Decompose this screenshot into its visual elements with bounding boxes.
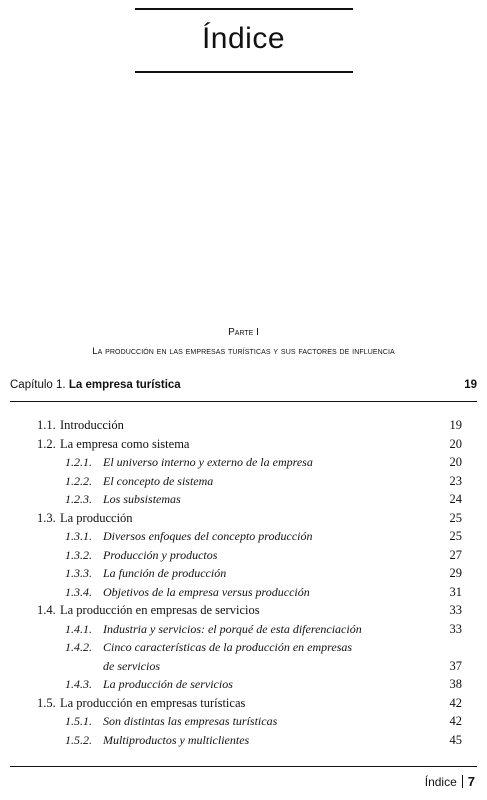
toc-entry-title: Diversos enfoques del concepto producción <box>103 529 313 543</box>
toc-entry-page: 33 <box>449 621 462 636</box>
toc-entry-page: 29 <box>449 566 462 580</box>
toc-entry-page: 31 <box>449 584 462 599</box>
toc-entry-number: 1.2.2. <box>65 473 92 488</box>
toc-entry <box>0 437 487 456</box>
toc-entry-number: 1.2.1. <box>65 455 92 469</box>
footer-label: Índice <box>424 775 457 789</box>
toc-entry-page: 33 <box>449 603 462 617</box>
toc-entry-page: 20 <box>449 455 462 469</box>
toc-entry-title: El universo interno y externo de la empresa <box>103 455 313 469</box>
part-label: Parte I <box>228 327 259 338</box>
toc-entry <box>0 492 487 511</box>
chapter-title: La empresa turística <box>68 379 181 391</box>
toc-entry-number: 1.2.3. <box>65 492 92 506</box>
toc-entry <box>0 677 487 696</box>
toc-entry-page: 25 <box>449 529 462 543</box>
chapter-label: Capítulo 1. <box>10 379 66 391</box>
toc-entry <box>0 659 487 678</box>
toc-entry-number: 1.1. <box>37 418 56 432</box>
toc-entry-page: 19 <box>449 418 462 432</box>
toc-entry <box>0 548 487 567</box>
toc-entry <box>0 566 487 585</box>
toc-entry-page: 42 <box>449 695 462 710</box>
toc-entry-number: 1.3.2. <box>65 547 92 562</box>
chapter-heading <box>10 379 477 391</box>
toc-entry-page: 27 <box>449 547 462 562</box>
toc-entry <box>0 696 487 715</box>
toc-entry <box>0 529 487 548</box>
title-bottom-rule <box>135 71 353 73</box>
footer-rule <box>10 766 477 767</box>
toc-entry <box>0 733 487 752</box>
toc-entry-page: 23 <box>449 473 462 488</box>
toc-entry <box>0 474 487 493</box>
part-subtitle: La producción en las empresas turísticas y sus factores de influencia <box>92 346 395 357</box>
toc-entry-title: La producción en empresas de servicios <box>60 603 260 617</box>
toc-entry-number: 1.3.4. <box>65 584 92 599</box>
toc-entry-title: Objetivos de la empresa versus producción <box>103 584 310 599</box>
toc-entry-title: La producción de servicios <box>103 677 233 691</box>
footer-page-number: 7 <box>467 774 475 789</box>
toc-entry-title: La función de producción <box>103 566 227 580</box>
toc-entry-title: Los subsistemas <box>103 492 181 506</box>
toc-entry-title: Cinco características de la producción en empresas <box>103 640 353 654</box>
toc-entry-number: 1.5.2. <box>65 732 92 747</box>
toc-entry-title: Industria y servicios: el porqué de esta diferenciación <box>103 621 362 636</box>
toc-entry-number: 1.5.1. <box>65 714 92 728</box>
toc-entry <box>0 511 487 530</box>
toc-entry-title: de servicios <box>103 658 160 673</box>
toc-entry <box>0 714 487 733</box>
toc-entry-page: 37 <box>449 658 462 673</box>
toc-entry-number: 1.4. <box>37 603 56 617</box>
toc-entry-title: Producción y productos <box>103 547 218 562</box>
title-top-rule <box>135 8 353 10</box>
chapter-rule <box>10 401 477 402</box>
page-footer <box>425 774 475 789</box>
toc-entry-page: 38 <box>449 677 462 691</box>
toc-entry-number: 1.3.3. <box>65 566 92 580</box>
toc-entry-title: Introducción <box>60 418 124 432</box>
toc-entry <box>0 640 487 659</box>
toc-entry-number: 1.4.1. <box>65 621 92 636</box>
toc-entry-title: La producción en empresas turísticas <box>60 695 246 710</box>
toc-entry-number: 1.2. <box>37 436 56 451</box>
toc-entry-title: La producción <box>60 510 133 525</box>
toc-entry-number: 1.5. <box>37 695 56 710</box>
toc-entry <box>0 622 487 641</box>
toc-entry-number: 1.4.2. <box>65 640 92 654</box>
toc-entry-page: 20 <box>449 436 462 451</box>
toc-entry-number: 1.4.3. <box>65 677 92 691</box>
toc-entry <box>0 603 487 622</box>
toc-entry <box>0 418 487 437</box>
toc-entry-title: La empresa como sistema <box>60 436 190 451</box>
toc-entry-page: 25 <box>449 510 462 525</box>
toc-entry <box>0 455 487 474</box>
toc-entry-number: 1.3. <box>37 510 56 525</box>
toc-entry-number: 1.3.1. <box>65 529 92 543</box>
toc-entry-page: 42 <box>449 714 462 728</box>
footer-separator <box>462 775 463 788</box>
toc-entry <box>0 585 487 604</box>
toc-entry-title: Multiproductos y multiclientes <box>103 732 250 747</box>
table-of-contents <box>0 418 487 751</box>
toc-entry-page: 45 <box>449 732 462 747</box>
toc-entry-page: 24 <box>449 492 462 506</box>
toc-entry-title: El concepto de sistema <box>103 473 214 488</box>
page-title: Índice <box>201 22 286 55</box>
toc-entry-title: Son distintas las empresas turísticas <box>103 714 278 728</box>
chapter-page: 19 <box>464 379 477 391</box>
